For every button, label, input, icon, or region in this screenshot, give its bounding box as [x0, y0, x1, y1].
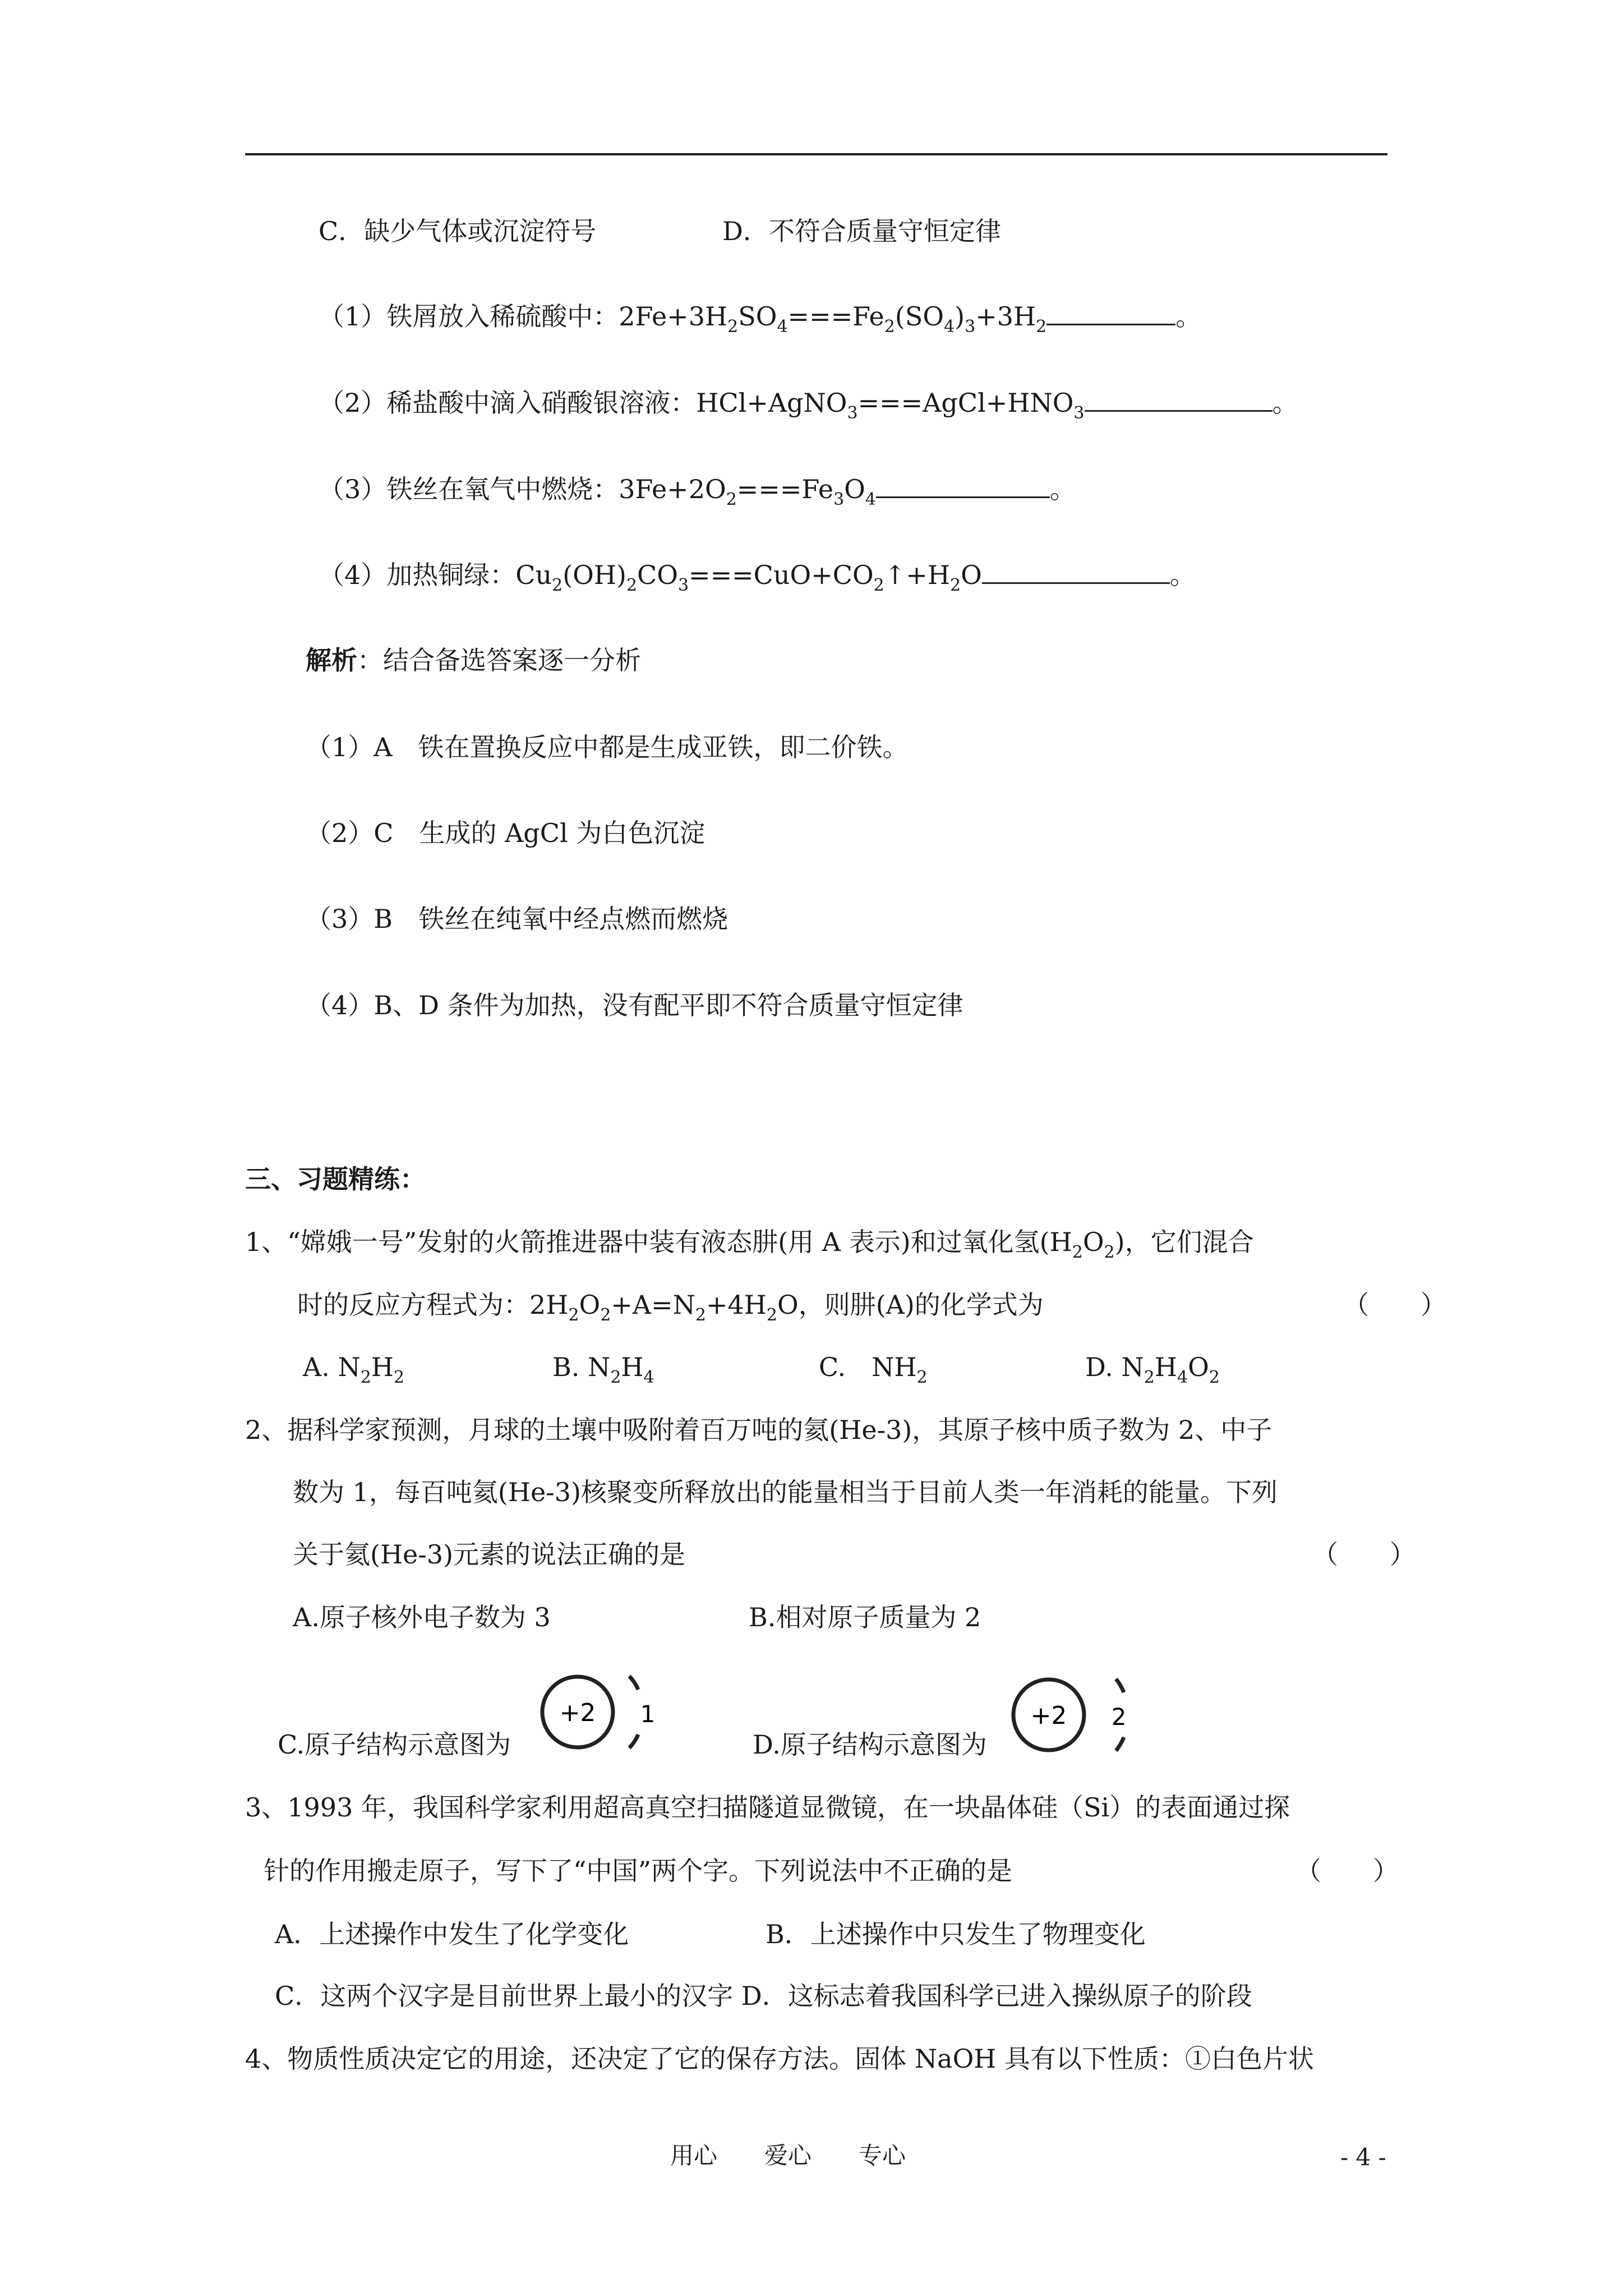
- svg-text:1: 1: [640, 1700, 656, 1728]
- q2-option-a[interactable]: A.原子核外电子数为 3: [293, 1602, 551, 1632]
- answer-blank[interactable]: [982, 560, 1170, 584]
- q2-option-c[interactable]: C.原子结构示意图为: [278, 1729, 511, 1760]
- question-2-line-2: 数为 1，每百吨氦(He-3)核聚变所释放出的能量相当于目前人类一年消耗的能量。下列: [293, 1477, 1278, 1507]
- equation-4: （4）加热铜绿：$Cu_2(OH)_2CO_3===CuO+CO_2↑+H_2O$ 。: [319, 560, 1196, 595]
- q1-option-b[interactable]: B. $N_2H_4$: [552, 1352, 654, 1387]
- answer-paren[interactable]: （ ）: [1312, 1539, 1415, 1570]
- question-2-line-3: 关于氦(He-3)元素的说法正确的是: [293, 1539, 686, 1570]
- answer-blank[interactable]: [1085, 388, 1272, 412]
- svg-text:2: 2: [1111, 1703, 1127, 1731]
- chemical-equation: $HCl+AgNO_3===AgCl+HNO_3$: [696, 388, 1085, 423]
- equation-label: （4）加热铜绿：: [319, 560, 516, 590]
- svg-text:+2: +2: [1030, 1701, 1067, 1730]
- equation-3: （3）铁丝在氧气中燃烧：$3Fe+2O_2===Fe_3O_4$ 。: [319, 474, 1076, 509]
- analysis-item: （1）A 铁在置换反应中都是生成亚铁，即二价铁。: [306, 732, 909, 762]
- q3-option-c-d[interactable]: C．这两个汉字是目前世界上最小的汉字 D．这标志着我国科学已进入操纵原子的阶段: [275, 1981, 1252, 2011]
- answer-paren[interactable]: （ ）: [1295, 1856, 1399, 1886]
- q1-option-c[interactable]: C. $NH_2$: [819, 1352, 928, 1387]
- equation-2: （2）稀盐酸中滴入硝酸银溶液：$HCl+AgNO_3===AgCl+HNO_3$ 。: [319, 388, 1298, 423]
- question-1-line-1: 1、“嫦娥一号”发射的火箭推进器中装有液态肼(用 A 表示)和过氧化氢$(H_2O_2)$，它们混合: [245, 1227, 1254, 1262]
- question-1-line-2: 时的反应方程式为：$2H_2O_2+A=N_2+4H_2O$，则肼(A)的化学式为: [297, 1290, 1044, 1325]
- equation-label: （3）铁丝在氧气中燃烧：: [319, 474, 619, 504]
- q3-option-a[interactable]: A．上述操作中发生了化学变化: [275, 1919, 629, 1949]
- svg-text:+2: +2: [559, 1699, 596, 1727]
- q1-option-d[interactable]: D. $N_2H_4O_2$: [1085, 1352, 1220, 1387]
- analysis-item: （3）B 铁丝在纯氧中经点燃而燃烧: [306, 904, 728, 934]
- analysis-heading: 解析: [306, 645, 357, 675]
- atom-diagram-d: [1009, 1669, 1138, 1764]
- answer-paren[interactable]: （ ）: [1343, 1290, 1446, 1320]
- analysis-item: （2）C 生成的 AgCl 为白色沉淀: [306, 818, 706, 848]
- q1-option-a[interactable]: A. $N_2H_2$: [303, 1352, 405, 1387]
- question-2-line-1: 2、据科学家预测，月球的土壤中吸附着百万吨的氦(He-3)，其原子核中质子数为 2、中子: [245, 1415, 1272, 1445]
- q2-option-d[interactable]: D.原子结构示意图为: [753, 1729, 987, 1760]
- q3-option-b[interactable]: B．上述操作中只发生了物理变化: [766, 1919, 1146, 1949]
- answer-blank[interactable]: [1046, 301, 1175, 325]
- chemical-equation: $Cu_2(OH)_2CO_3===CuO+CO_2↑+H_2O$: [515, 560, 982, 595]
- header-rule: [245, 153, 1387, 155]
- question-4-line-1: 4、物质性质决定它的用途，还决定了它的保存方法。固体 NaOH 具有以下性质：①白色片状: [245, 2044, 1315, 2074]
- page-number: - 4 -: [1340, 2143, 1386, 2171]
- chemical-equation: $2Fe+3H_2SO_4===Fe_2(SO_4)_3+3H_2$: [619, 301, 1047, 337]
- equation-1: （1）铁屑放入稀硫酸中：$2Fe+3H_2SO_4===Fe_2(SO_4)_3+3H_2$ 。: [319, 301, 1202, 337]
- footer-motto: 用心 爱心 专心: [670, 2142, 906, 2169]
- analysis-item: （4）B、D 条件为加热，没有配平即不符合质量守恒定律: [306, 990, 963, 1020]
- option-c: C．缺少气体或沉淀符号: [319, 216, 597, 246]
- equation-label: （1）铁屑放入稀硫酸中：: [319, 301, 619, 332]
- question-3-line-1: 3、1993 年，我国科学家利用超高真空扫描隧道显微镜，在一块晶体硅（Si）的表面通过探: [245, 1792, 1290, 1823]
- analysis-intro: 解析：结合备选答案逐一分析: [306, 645, 641, 675]
- chemical-equation: $3Fe+2O_2===Fe_3O_4$: [619, 474, 876, 509]
- q2-option-b[interactable]: B.相对原子质量为 2: [749, 1602, 981, 1632]
- section-title: 三、习题精练：: [245, 1164, 426, 1194]
- equation-label: （2）稀盐酸中滴入硝酸银溶液：: [319, 388, 697, 418]
- answer-blank[interactable]: [876, 474, 1050, 498]
- question-3-line-2: 针的作用搬走原子，写下了“中国”两个字。下列说法中不正确的是: [264, 1856, 1013, 1886]
- atom-diagram-c: [538, 1666, 662, 1761]
- option-d: D．不符合质量守恒定律: [722, 216, 1001, 246]
